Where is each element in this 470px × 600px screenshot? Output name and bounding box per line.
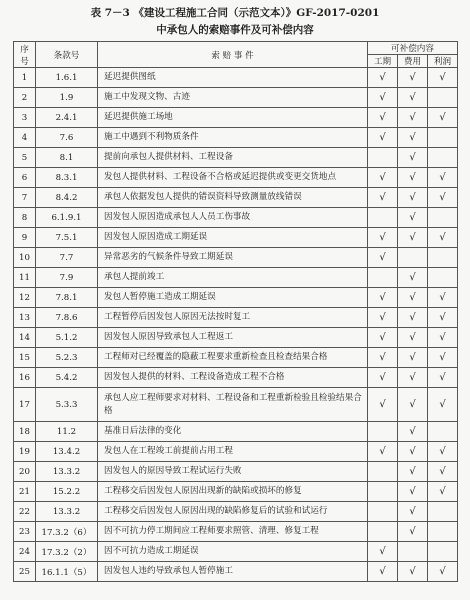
row-cost-cell <box>398 148 428 168</box>
row-number: 8 <box>14 208 36 228</box>
row-cost-cell <box>398 188 428 208</box>
row-cost-cell <box>398 208 428 228</box>
check-mark-icon: √ <box>439 172 446 183</box>
row-time-cell <box>368 368 398 388</box>
row-number: 20 <box>14 462 36 482</box>
row-clause: 5.2.3 <box>36 348 98 368</box>
row-profit-cell <box>428 422 458 442</box>
row-cost-cell <box>398 462 428 482</box>
row-time-cell <box>368 188 398 208</box>
table-row <box>14 248 458 268</box>
row-profit-cell <box>428 462 458 482</box>
row-event: 因不可抗力造成工期延误 <box>98 542 368 562</box>
table-row <box>14 422 458 442</box>
row-number: 19 <box>14 442 36 462</box>
row-cost-cell <box>398 108 428 128</box>
row-time-cell <box>368 208 398 228</box>
table-row <box>14 68 458 88</box>
row-time-cell <box>368 562 398 582</box>
check-mark-icon: √ <box>409 399 416 410</box>
table-row <box>14 208 458 228</box>
table-row <box>14 108 458 128</box>
row-event: 施工中遇到不利物质条件 <box>98 128 368 148</box>
row-clause: 13.3.2 <box>36 502 98 522</box>
row-time-cell <box>368 148 398 168</box>
row-number: 15 <box>14 348 36 368</box>
row-time-cell <box>368 328 398 348</box>
check-mark-icon: √ <box>379 72 386 83</box>
row-event: 施工中发现文物、古迹 <box>98 88 368 108</box>
row-event: 延迟提供图纸 <box>98 68 368 88</box>
row-cost-cell <box>398 68 428 88</box>
row-event: 工程移交后因发包人原因出现的缺陷修复后的试验和试运行 <box>98 502 368 522</box>
check-mark-icon: √ <box>379 446 386 457</box>
row-cost-cell <box>398 328 428 348</box>
row-event: 发包人暂停施工造成工期延误 <box>98 288 368 308</box>
row-time-cell <box>368 128 398 148</box>
row-number: 22 <box>14 502 36 522</box>
check-mark-icon: √ <box>409 272 416 283</box>
row-time-cell <box>368 502 398 522</box>
header-time: 工期 <box>368 55 398 68</box>
row-clause: 7.5.1 <box>36 228 98 248</box>
header-profit: 利润 <box>428 55 458 68</box>
row-cost-cell <box>398 482 428 502</box>
row-time-cell <box>368 422 398 442</box>
check-mark-icon: √ <box>409 112 416 123</box>
row-time-cell <box>368 442 398 462</box>
row-clause: 13.4.2 <box>36 442 98 462</box>
table-row <box>14 368 458 388</box>
row-clause: 15.2.2 <box>36 482 98 502</box>
row-event: 延迟提供施工场地 <box>98 108 368 128</box>
check-mark-icon: √ <box>409 212 416 223</box>
row-number: 21 <box>14 482 36 502</box>
row-profit-cell <box>428 562 458 582</box>
check-mark-icon: √ <box>409 372 416 383</box>
table-row <box>14 168 458 188</box>
check-mark-icon: √ <box>379 546 386 557</box>
row-cost-cell <box>398 128 428 148</box>
row-number: 11 <box>14 268 36 288</box>
row-time-cell <box>368 348 398 368</box>
check-mark-icon: √ <box>439 292 446 303</box>
check-mark-icon: √ <box>409 506 416 517</box>
check-mark-icon: √ <box>439 352 446 363</box>
row-cost-cell <box>398 88 428 108</box>
row-cost-cell <box>398 522 428 542</box>
row-number: 3 <box>14 108 36 128</box>
row-event: 承包人提前竣工 <box>98 268 368 288</box>
row-time-cell <box>368 308 398 328</box>
table-row <box>14 268 458 288</box>
row-time-cell <box>368 228 398 248</box>
row-event: 因发包人违约导致承包人暂停施工 <box>98 562 368 582</box>
row-clause: 5.3.3 <box>36 388 98 422</box>
row-cost-cell <box>398 542 428 562</box>
header-clause: 条款号 <box>36 42 98 68</box>
row-profit-cell <box>428 542 458 562</box>
check-mark-icon: √ <box>409 466 416 477</box>
row-clause: 7.8.6 <box>36 308 98 328</box>
row-profit-cell <box>428 108 458 128</box>
row-clause: 7.9 <box>36 268 98 288</box>
check-mark-icon: √ <box>409 312 416 323</box>
row-time-cell <box>368 68 398 88</box>
row-event: 因不可抗力停工期间应工程师要求照管、清理、修复工程 <box>98 522 368 542</box>
table-row <box>14 228 458 248</box>
row-profit-cell <box>428 168 458 188</box>
row-cost-cell <box>398 288 428 308</box>
check-mark-icon: √ <box>379 399 386 410</box>
check-mark-icon: √ <box>379 232 386 243</box>
header-no: 序号 <box>14 42 36 68</box>
row-number: 13 <box>14 308 36 328</box>
row-number: 24 <box>14 542 36 562</box>
row-number: 2 <box>14 88 36 108</box>
row-time-cell <box>368 462 398 482</box>
row-profit-cell <box>428 522 458 542</box>
row-profit-cell <box>428 288 458 308</box>
table-row <box>14 462 458 482</box>
check-mark-icon: √ <box>379 112 386 123</box>
check-mark-icon: √ <box>439 192 446 203</box>
row-time-cell <box>368 288 398 308</box>
table-row <box>14 502 458 522</box>
row-clause: 8.3.1 <box>36 168 98 188</box>
check-mark-icon: √ <box>439 486 446 497</box>
table-row <box>14 442 458 462</box>
row-number: 5 <box>14 148 36 168</box>
check-mark-icon: √ <box>379 312 386 323</box>
row-cost-cell <box>398 168 428 188</box>
check-mark-icon: √ <box>409 352 416 363</box>
row-event: 因发包人原因导致承包人工程返工 <box>98 328 368 348</box>
table-row <box>14 562 458 582</box>
row-profit-cell <box>428 68 458 88</box>
check-mark-icon: √ <box>409 232 416 243</box>
row-clause: 7.6 <box>36 128 98 148</box>
row-profit-cell <box>428 388 458 422</box>
check-mark-icon: √ <box>439 466 446 477</box>
table-row <box>14 288 458 308</box>
row-time-cell <box>368 388 398 422</box>
row-profit-cell <box>428 328 458 348</box>
check-mark-icon: √ <box>379 332 386 343</box>
check-mark-icon: √ <box>379 132 386 143</box>
row-time-cell <box>368 268 398 288</box>
row-event: 发包人提供材料、工程设备不合格或延迟提供或变更交货地点 <box>98 168 368 188</box>
check-mark-icon: √ <box>439 112 446 123</box>
row-profit-cell <box>428 148 458 168</box>
row-event: 承包人依据发包人提供的错误资料导致测量放线错误 <box>98 188 368 208</box>
row-event: 异常恶劣的气候条件导致工期延误 <box>98 248 368 268</box>
row-clause: 6.1.9.1 <box>36 208 98 228</box>
row-clause: 5.4.2 <box>36 368 98 388</box>
row-number: 16 <box>14 368 36 388</box>
row-cost-cell <box>398 268 428 288</box>
table-row <box>14 482 458 502</box>
row-event: 工程师对已经覆盖的隐蔽工程要求重新检查且检查结果合格 <box>98 348 368 368</box>
check-mark-icon: √ <box>409 446 416 457</box>
row-event: 发包人在工程竣工前提前占用工程 <box>98 442 368 462</box>
header-event: 索 赔 事 件 <box>98 42 368 68</box>
row-event: 工程暂停后因发包人原因无法按时复工 <box>98 308 368 328</box>
row-event: 承包人应工程师要求对材料、工程设备和工程重新检验且检验结果合格 <box>98 388 368 422</box>
row-profit-cell <box>428 248 458 268</box>
check-mark-icon: √ <box>409 332 416 343</box>
row-number: 14 <box>14 328 36 348</box>
row-profit-cell <box>428 128 458 148</box>
row-profit-cell <box>428 208 458 228</box>
table-row <box>14 388 458 422</box>
table-row <box>14 328 458 348</box>
row-cost-cell <box>398 502 428 522</box>
row-clause: 8.4.2 <box>36 188 98 208</box>
row-clause: 16.1.1（5） <box>36 562 98 582</box>
check-mark-icon: √ <box>409 292 416 303</box>
row-number: 9 <box>14 228 36 248</box>
row-time-cell <box>368 482 398 502</box>
row-time-cell <box>368 542 398 562</box>
row-number: 6 <box>14 168 36 188</box>
row-number: 10 <box>14 248 36 268</box>
check-mark-icon: √ <box>379 352 386 363</box>
row-number: 4 <box>14 128 36 148</box>
check-mark-icon: √ <box>409 152 416 163</box>
check-mark-icon: √ <box>409 486 416 497</box>
row-event: 工程移交后因发包人原因出现新的缺陷或损坏的修复 <box>98 482 368 502</box>
table-subtitle: 中承包人的索赔事件及可补偿内容 <box>156 24 314 36</box>
row-event: 因发包人原因造成工期延误 <box>98 228 368 248</box>
check-mark-icon: √ <box>409 172 416 183</box>
row-profit-cell <box>428 442 458 462</box>
row-clause: 1.6.1 <box>36 68 98 88</box>
table-row <box>14 542 458 562</box>
check-mark-icon: √ <box>439 446 446 457</box>
table-row <box>14 148 458 168</box>
check-mark-icon: √ <box>439 312 446 323</box>
check-mark-icon: √ <box>409 92 416 103</box>
claims-table <box>13 41 458 582</box>
row-time-cell <box>368 522 398 542</box>
row-event: 因发包人原因造成承包人人员工伤事故 <box>98 208 368 228</box>
check-mark-icon: √ <box>409 566 416 577</box>
row-profit-cell <box>428 308 458 328</box>
row-clause: 8.1 <box>36 148 98 168</box>
check-mark-icon: √ <box>379 192 386 203</box>
table-row <box>14 522 458 542</box>
row-clause: 17.3.2（6） <box>36 522 98 542</box>
check-mark-icon: √ <box>409 426 416 437</box>
table-row <box>14 128 458 148</box>
row-event: 因发包人的原因导致工程试运行失败 <box>98 462 368 482</box>
row-time-cell <box>368 108 398 128</box>
check-mark-icon: √ <box>439 232 446 243</box>
row-cost-cell <box>398 388 428 422</box>
row-clause: 7.7 <box>36 248 98 268</box>
row-number: 25 <box>14 562 36 582</box>
row-cost-cell <box>398 348 428 368</box>
row-clause: 1.9 <box>36 88 98 108</box>
check-mark-icon: √ <box>379 252 386 263</box>
check-mark-icon: √ <box>439 372 446 383</box>
row-event: 基准日后法律的变化 <box>98 422 368 442</box>
row-clause: 5.1.2 <box>36 328 98 348</box>
row-cost-cell <box>398 442 428 462</box>
row-cost-cell <box>398 368 428 388</box>
row-number: 1 <box>14 68 36 88</box>
row-number: 17 <box>14 388 36 422</box>
row-clause: 11.2 <box>36 422 98 442</box>
table-row <box>14 188 458 208</box>
row-number: 23 <box>14 522 36 542</box>
row-profit-cell <box>428 88 458 108</box>
row-number: 12 <box>14 288 36 308</box>
table-body <box>14 68 458 582</box>
check-mark-icon: √ <box>439 332 446 343</box>
row-number: 7 <box>14 188 36 208</box>
check-mark-icon: √ <box>439 399 446 410</box>
row-number: 18 <box>14 422 36 442</box>
check-mark-icon: √ <box>409 72 416 83</box>
row-profit-cell <box>428 268 458 288</box>
check-mark-icon: √ <box>439 566 446 577</box>
check-mark-icon: √ <box>379 92 386 103</box>
row-cost-cell <box>398 248 428 268</box>
row-event: 因发包人提供的材料、工程设备造成工程不合格 <box>98 368 368 388</box>
row-event: 提前向承包人提供材料、工程设备 <box>98 148 368 168</box>
row-time-cell <box>368 168 398 188</box>
table-title: 表 7－3 《建设工程施工合同（示范文本）》GF-2017-0201 <box>90 7 380 19</box>
row-cost-cell <box>398 308 428 328</box>
header-compensable: 可补偿内容 <box>368 42 458 55</box>
check-mark-icon: √ <box>379 172 386 183</box>
check-mark-icon: √ <box>439 72 446 83</box>
check-mark-icon: √ <box>409 192 416 203</box>
header-cost: 费用 <box>398 55 428 68</box>
row-profit-cell <box>428 482 458 502</box>
row-clause: 2.4.1 <box>36 108 98 128</box>
row-cost-cell <box>398 562 428 582</box>
check-mark-icon: √ <box>409 526 416 537</box>
row-clause: 17.3.2（2） <box>36 542 98 562</box>
row-clause: 7.8.1 <box>36 288 98 308</box>
row-cost-cell <box>398 228 428 248</box>
row-profit-cell <box>428 228 458 248</box>
check-mark-icon: √ <box>379 292 386 303</box>
row-cost-cell <box>398 422 428 442</box>
row-time-cell <box>368 248 398 268</box>
check-mark-icon: √ <box>379 566 386 577</box>
table-row <box>14 308 458 328</box>
row-profit-cell <box>428 502 458 522</box>
check-mark-icon: √ <box>379 372 386 383</box>
table-row <box>14 88 458 108</box>
row-profit-cell <box>428 368 458 388</box>
row-time-cell <box>368 88 398 108</box>
row-profit-cell <box>428 188 458 208</box>
check-mark-icon: √ <box>409 132 416 143</box>
row-profit-cell <box>428 348 458 368</box>
row-clause: 13.3.2 <box>36 462 98 482</box>
table-row <box>14 348 458 368</box>
